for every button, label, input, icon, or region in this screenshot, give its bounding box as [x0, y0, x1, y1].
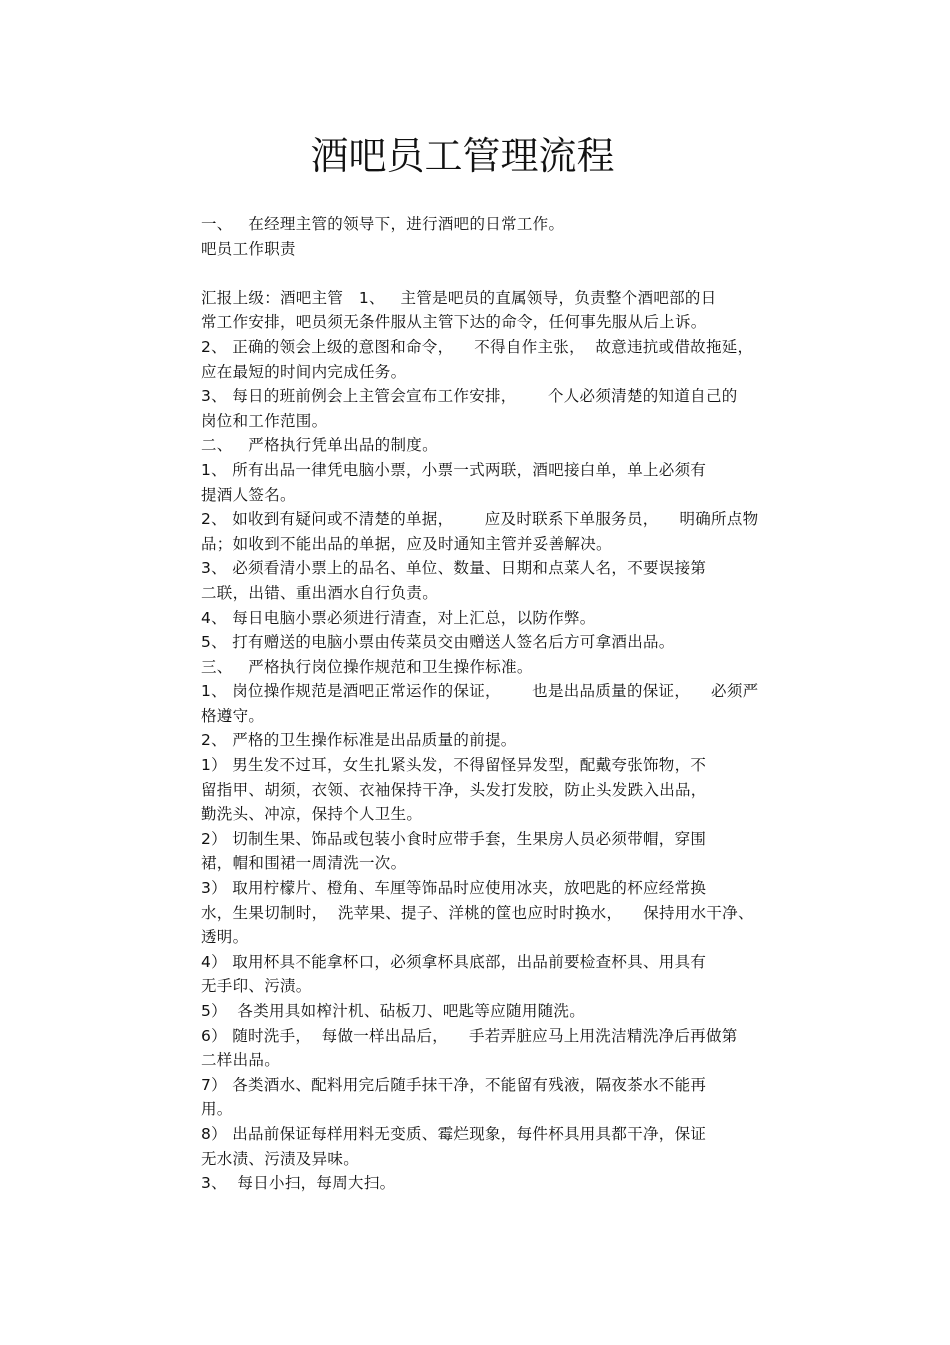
- body-line: 二样出品。: [201, 1051, 281, 1070]
- document-body: [201, 212, 811, 1196]
- body-line: 一、 在经理主管的领导下，进行酒吧的日常工作。: [201, 215, 565, 233]
- body-line: 常工作安排，吧员须无条件服从主管下达的命令，任何事先服从后上诉。: [201, 313, 707, 332]
- document-title: 酒吧员工管理流程: [310, 134, 615, 178]
- body-line: 5、 打有赠送的电脑小票由传菜员交由赠送人签名后方可拿酒出品。: [201, 633, 675, 652]
- body-line: 格遵守。: [201, 706, 265, 725]
- body-line: 勤洗头、冲凉，保持个人卫生。: [201, 805, 423, 824]
- body-line: 无水渍、污渍及异味。: [201, 1149, 360, 1168]
- body-line: 3、 必须看清小票上的品名、单位、数量、日期和点菜人名，不要误接第: [201, 559, 707, 578]
- body-line: 3） 取用柠檬片、橙角、车厘等饰品时应使用冰夹，放吧匙的杯应经常换: [201, 879, 707, 898]
- body-line: 8） 出品前保证每样用料无变质、霉烂现象，每件杯具用具都干净，保证: [201, 1124, 707, 1143]
- body-line: 裙，帽和围裙一周清洗一次。: [201, 854, 407, 873]
- body-line: 品；如收到不能出品的单据，应及时通知主管并妥善解决。: [201, 534, 612, 553]
- body-line: 1） 男生发不过耳，女生扎紧头发，不得留怪异发型，配戴夸张饰物，不: [201, 756, 707, 775]
- body-line: 无手印、污渍。: [201, 977, 312, 996]
- body-line: 吧员工作职责: [201, 239, 296, 258]
- body-line: 4） 取用杯具不能拿杯口，必须拿杯具底部，出品前要检查杯具、用具有: [201, 952, 707, 971]
- body-line: 7） 各类酒水、配料用完后随手抹干净，不能留有残液，隔夜茶水不能再: [201, 1075, 707, 1094]
- body-line: 留指甲、胡须，衣领、衣袖保持干净，头发打发胶，防止头发跌入出品，: [201, 780, 707, 799]
- body-line: 3、 每日小扫，每周大扫。: [201, 1174, 396, 1193]
- body-line: 二联，出错、重出酒水自行负责。: [201, 583, 439, 602]
- body-line: 提酒人签名。: [201, 485, 296, 504]
- body-line: 2） 切制生果、饰品或包装小食时应带手套，生果房人员必须带帽，穿围: [201, 829, 707, 848]
- body-line: 1、 所有出品一律凭电脑小票，小票一式两联，酒吧接白单，单上必须有: [201, 460, 707, 479]
- body-line: 2、 如收到有疑问或不清楚的单据， 应及时联系下单服务员， 明确所点物: [201, 510, 759, 529]
- blank-line: [201, 261, 811, 286]
- body-line: 应在最短的时间内完成任务。: [201, 362, 407, 381]
- body-line: 4、 每日电脑小票必须进行清查，对上汇总，以防作弊。: [201, 608, 596, 627]
- body-line: 用。: [201, 1100, 233, 1119]
- body-line: 汇报上级：酒吧主管 1、 主管是吧员的直属领导，负责整个酒吧部的日: [201, 288, 717, 307]
- body-line: 岗位和工作范围。: [201, 411, 328, 430]
- body-line: 2、 严格的卫生操作标准是出品质量的前提。: [201, 731, 517, 750]
- body-line: 6） 随时洗手， 每做一样出品后， 手若弄脏应马上用洗洁精洗净后再做第: [201, 1026, 738, 1045]
- body-line: 水，生果切制时， 洗苹果、提子、洋桃的筐也应时时换水， 保持用水干净、: [201, 903, 754, 922]
- body-line: 透明。: [201, 928, 249, 947]
- body-line: 二、 严格执行凭单出品的制度。: [201, 436, 438, 455]
- body-line: 1、 岗位操作规范是酒吧正常运作的保证， 也是出品质量的保证， 必须严: [201, 682, 759, 701]
- body-line: 三、 严格执行岗位操作规范和卫生操作标准。: [201, 657, 533, 676]
- body-line: 2、 正确的领会上级的意图和命令， 不得自作主张， 故意违抗或借故拖延，: [201, 337, 754, 356]
- body-line: 3、 每日的班前例会上主管会宣布工作安排， 个人必须清楚的知道自己的: [201, 387, 738, 406]
- body-line: 5） 各类用具如榨汁机、砧板刀、吧匙等应随用随洗。: [201, 1002, 586, 1020]
